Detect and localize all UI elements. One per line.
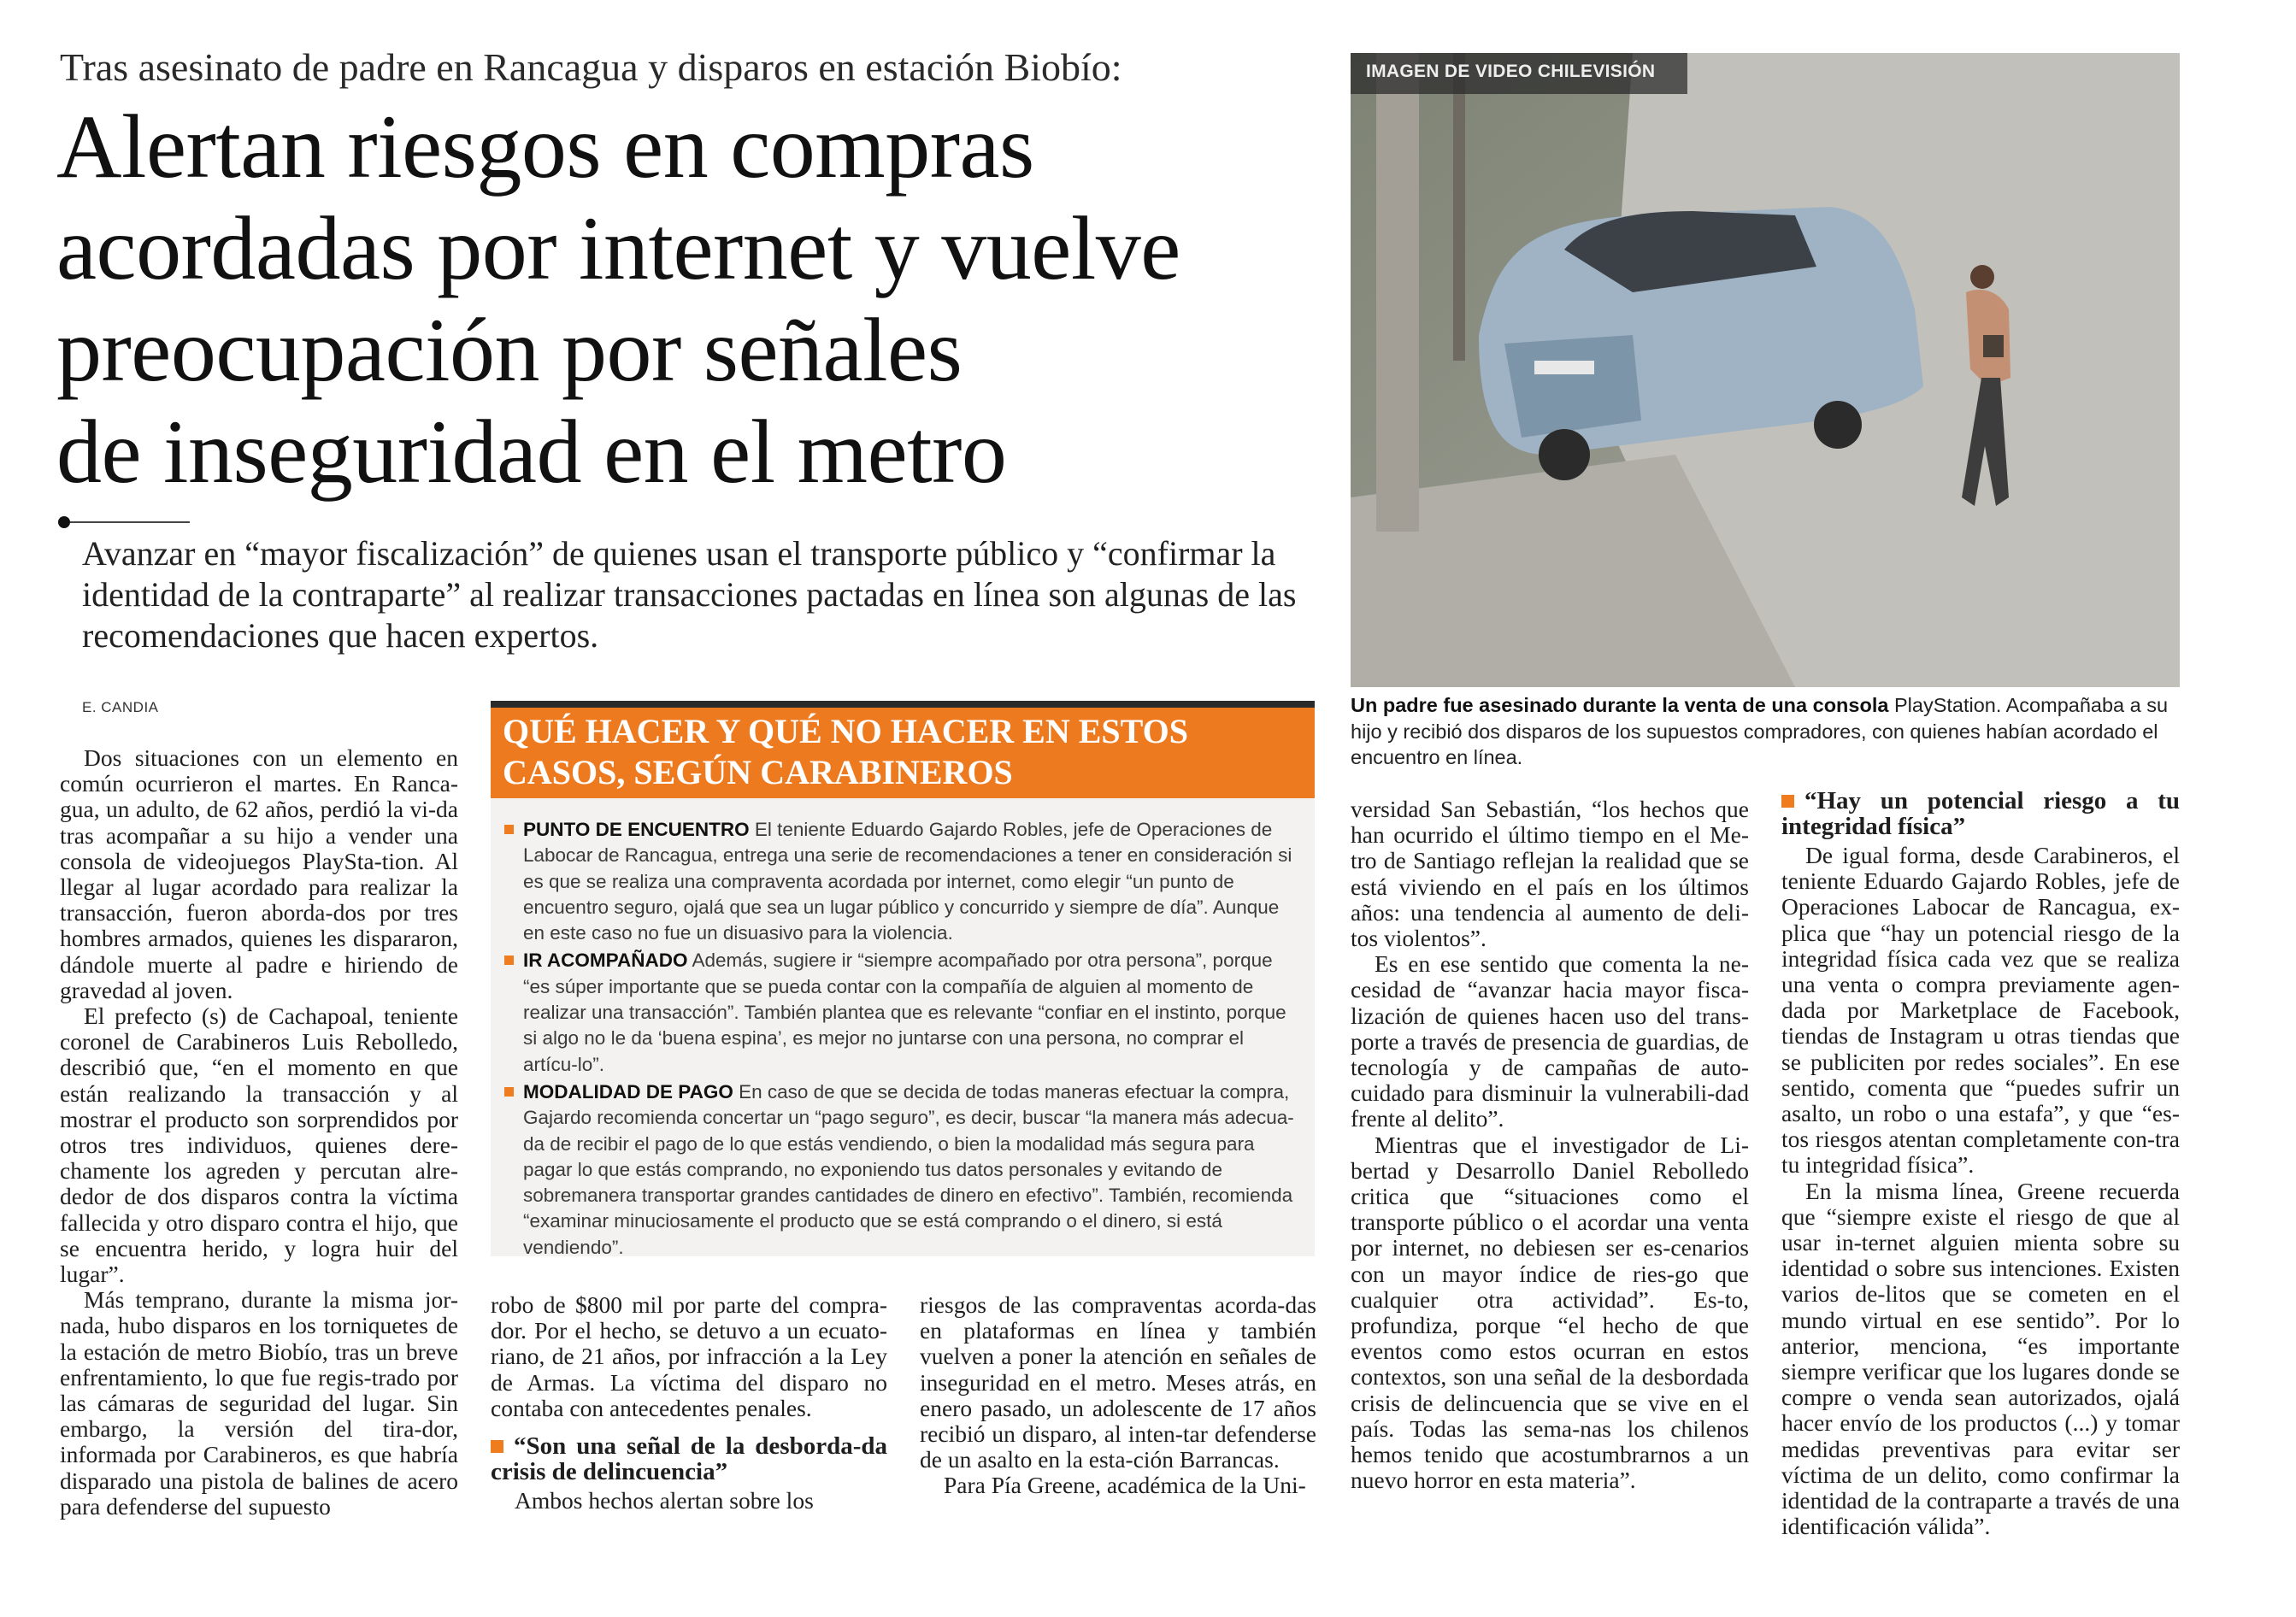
paragraph: riesgos de las compraventas acorda-das en plataformas en línea y también vuelven a poner la atención en señales de inseguridad en el metro. Meses atrás, en enero pasado, un adolescente de 17 años recibió un disparo, al inten-tar defenderse de un asalto en la esta-ción Barrancas. xyxy=(920,1291,1316,1473)
caption-lead: Un padre fue asesinado durante la venta de una consola xyxy=(1351,694,1889,716)
article-column-2 xyxy=(491,1292,887,1514)
headline-line: de inseguridad en el metro xyxy=(56,402,1007,502)
sidebar-item-label: MODALIDAD DE PAGO xyxy=(523,1080,733,1102)
caption-rest: PlayStation. Acompañaba a su hijo y recibió dos disparos de los supuestos compradores, con quienes habían acordado el encuentro en línea. xyxy=(1351,694,2169,768)
deck: Avanzar en “mayor fiscalización” de quienes usan el transporte público y “confirmar la identidad de la contraparte” al realizar transacciones pactadas en línea son algunas de las recomendaciones que hacen expertos. xyxy=(82,534,1297,655)
sidebar-title: QUÉ HACER Y QUÉ NO HACER EN ESTOS CASOS, SEGÚN CARABINEROS xyxy=(503,712,1188,791)
sidebar-top-rule xyxy=(491,701,1315,708)
article-column-1 xyxy=(60,745,458,1520)
article-column-5 xyxy=(1781,788,2180,1539)
paragraph: En la misma línea, Greene recuerda que “siempre existe el riesgo de que al usar in-ternet alguien mienta sobre su identidad o sobre sus intenciones. Existen varios de-litos que se cometen en el mundo virtual en ese sentido”. Por lo anterior, menciona, “es importante siempre verificar que los lugares donde se compre o venda sean autorizados, ojalá hacer envío de los productos (...) y tomar medidas preventivas para evitar ser víctima de un delito, como confirmar la identidad de la contraparte a través de una identificación válida”. xyxy=(1781,1177,2180,1540)
sidebar-item xyxy=(504,948,1299,1077)
sidebar-item-label: PUNTO DE ENCUENTRO xyxy=(523,819,750,840)
headline-line: Alertan riesgos en compras xyxy=(56,97,1034,197)
paragraph: Ambos hechos alertan sobre los xyxy=(515,1487,814,1514)
paragraph: Mientras que el investigador de Li-bertad y Desarrollo Daniel Rebolledo critica que “situaciones como el transporte público o el acordar una venta por internet, no debiesen ser es-cenarios con un mayor índice de ries-go que cualquier otra actividad”. Es-to, profundiza, porque “el hecho de que eventos como estos ocurran en estos contextos, son una señal de la desbordada crisis de delincuencia que se vive en el país. Todas las sema-nas los chilenos hemos tenido que acostumbrarnos a un nuevo horror en esta materia”. xyxy=(1351,1131,1749,1494)
paragraph: Más temprano, durante la misma jor-nada, hubo disparos en los torniquetes de la estación de metro Biobío, tras un breve enfrentamiento, lo que fue regis-trado por las cámaras de seguridad del lugar. Sin embargo, la versión del tira-dor, informada por Carabineros, es que habría disparado una pistola de balines de acero para defenderse del supuesto xyxy=(60,1286,458,1520)
subheading xyxy=(491,1433,887,1485)
bullet-square-icon xyxy=(1781,795,1794,808)
subheading xyxy=(1781,788,2180,839)
bullet-square-icon xyxy=(504,825,514,834)
sidebar-body xyxy=(504,817,1299,1262)
photo-illustration xyxy=(1351,53,2180,687)
headline-line: preocupación por señales xyxy=(56,300,963,400)
bullet-square-icon xyxy=(504,956,514,965)
paragraph: versidad San Sebastián, “los hechos que han ocurrido el último tiempo en el Me-tro de Santiago reflejan la realidad que se está viviendo en el país en los últimos años: una tendencia al aumento de deli-tos violentos”. xyxy=(1351,796,1749,952)
article-column-4 xyxy=(1351,797,1749,1493)
sidebar-item-text: Además, sugiere ir “siempre acompañado por otra persona”, porque “es súper importante que se pueda contar con la compañía de alguien al momento de realizar una transacción”. También plantea que es relevante “confiar en el instinto, porque si algo no le da ‘buena espina’, es mejor no juntarse con una persona, no comprar el artícu-lo”. xyxy=(523,950,1286,1075)
bullet-square-icon xyxy=(504,1087,514,1097)
headline-line: acordadas por internet y vuelve xyxy=(56,198,1180,298)
sidebar-item xyxy=(504,1079,1299,1261)
subheading-text: “Son una señal de la desborda-da crisis de delincuencia” xyxy=(491,1432,887,1486)
article-column-3 xyxy=(920,1292,1316,1499)
sidebar-item-label: IR ACOMPAÑADO xyxy=(523,950,688,972)
paragraph: Es en ese sentido que comenta la ne-cesidad de “avanzar hacia mayor fisca-lización de quienes hacen uso del trans-porte a través de presencia de guardias, de tecnología y de campañas de auto-cuidado para disminuir la vulnerabili-dad frente al delito”. xyxy=(1351,950,1749,1132)
headline xyxy=(56,96,1322,503)
paragraph: El prefecto (s) de Cachapoal, teniente coronel de Carabineros Luis Rebolledo, describió que, “en el momento en que están realizando la transacción y al mostrar el producto son sorprendidos por otros tres individuos, quienes dere-chamente los agreden y percutan alre-dedor de dos disparos contra la víctima fallecida y otro disparo contra el hijo, que se encuentra herido, y logra huir del lugar”. xyxy=(60,1003,458,1288)
news-photo xyxy=(1351,53,2180,687)
sidebar-item-text: El teniente Eduardo Gajardo Robles, jefe de Operaciones de Labocar de Rancagua, entrega una serie de recomendaciones a tener en consideración si es que se realiza una compraventa acordada por internet, como elegir “un punto de encuentro seguro, ojalá que sea un lugar público y concurrido y siempre de día”. Aunque en este caso no fue un disuasivo para la violencia. xyxy=(523,819,1292,944)
photo-credit-label xyxy=(1351,53,1687,94)
paragraph: Para Pía Greene, académica de la Uni- xyxy=(944,1472,1306,1499)
byline: E. CANDIA xyxy=(82,699,159,715)
paragraph: Dos situaciones con un elemento en común ocurrieron el martes. En Ranca-gua, un adulto, de 62 años, perdió la vi-da tras acompañar a su hijo a vender una consola de videojuegos PlaySta-tion. Al llegar al lugar acordado para realizar la transacción, fueron aborda-dos por tres hombres armados, quienes les dispararon, dándole muerte al padre e hiriendo de gravedad al joven. xyxy=(60,744,458,1003)
divider-line xyxy=(70,521,190,523)
paragraph: De igual forma, desde Carabineros, el teniente Eduardo Gajardo Robles, jefe de Operaciones Labocar de Rancagua, ex-plica que “hay un potencial riesgo de la integridad física cada vez que se realiza una venta o compra previamente agen-dada por Marketplace de Facebook, tiendas de Instagram u otras tiendas que se publiciten por redes sociales”. En ese sentido, comenta que “puedes sufrir un asalto, un robo o una estafa”, y que “es-tos riesgos atentan completamente con-tra tu integridad física”. xyxy=(1781,842,2180,1179)
divider-dot xyxy=(58,516,70,528)
subheading-text: “Hay un potencial riesgo a tu integridad física” xyxy=(1781,787,2180,840)
paragraph: robo de $800 mil por parte del compra-dor. Por el hecho, se detuvo a un ecuato-riano, de 21 años, por infracción a la Ley de Armas. La víctima del disparo no contaba con antecedentes penales. xyxy=(491,1291,887,1421)
sidebar-item-text: En caso de que se decida de todas maneras efectuar la compra, Gajardo recomienda concertar un “pago seguro”, es decir, buscar “la manera más adecua-da de recibir el pago de lo que estás vendiendo, o bien la modalidad más segura para pagar lo que estás comprando, no exponiendo tus datos personales y evitando de sobremanera transportar grandes cantidades de dinero en efectivo”. También, recomienda “examinar minuciosamente el producto que se está comprando o el dinero, si está vendiendo”. xyxy=(523,1080,1294,1258)
kicker: Tras asesinato de padre en Rancagua y disparos en estación Biobío: xyxy=(60,45,1122,89)
photo-caption xyxy=(1351,692,2180,771)
sidebar-item xyxy=(504,817,1299,946)
bullet-square-icon xyxy=(491,1440,503,1453)
photo-credit: IMAGEN DE VIDEO CHILEVISIÓN xyxy=(1366,62,1656,81)
